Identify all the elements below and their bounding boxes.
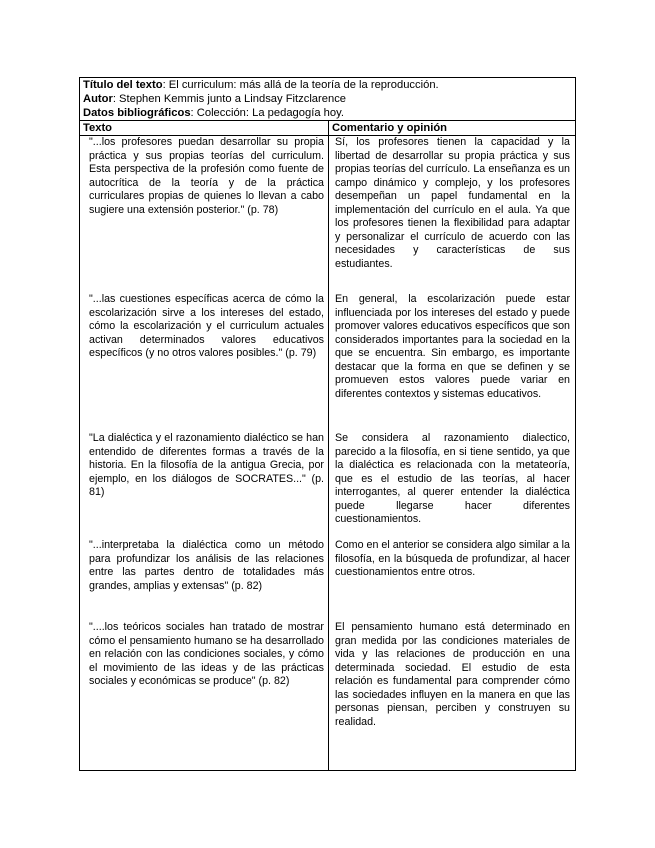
table-body xyxy=(80,135,575,770)
comentario-cell-3: Se considera al razonamiento dialectico, parecido a la filosofía, en si tiene sentido, ya que la dialéctica es relacionada con la metateoría, que es el estudio de las teorías, al hacer interrogantes, al querer entender la dialéctica puede llegarse hacer diferentes cuestionamientos. xyxy=(335,432,570,525)
title-label: Título del texto xyxy=(83,79,163,91)
title-line xyxy=(83,78,572,92)
biblio-value: : Colección: La pedagogía hoy. xyxy=(190,107,344,119)
author-line xyxy=(83,92,572,106)
comentario-cell-4: Como en el anterior se considera algo similar a la filosofía, en la búsqueda de profundizar, al hacer cuestionamientos entre otros. xyxy=(335,539,570,578)
biblio-line xyxy=(83,106,572,120)
texto-cell-3: "La dialéctica y el razonamiento dialéctico se han entendido de diferentes formas a través de la historia. En la filosofía de la antigua Grecia, por ejemplo, en los diálogos de SOCRATES..." (p. 81) xyxy=(89,432,324,498)
texto-cell-4: "...interpretaba la dialéctica como un método para profundizar los análisis de las relaciones entre las partes dentro de totalidades más grandes, amplias y extensas" (p. 82) xyxy=(89,539,324,592)
comentario-cell-2: En general, la escolarización puede estar influenciada por los intereses del estado y puede promover valores educativos específicos que son considerados importantes para la sociedad en la que se encuentra. Sin embargo, es importante destacar que la forma en que se definen y se promueven estos valores puede variar en diferentes contextos y sistemas educativos. xyxy=(335,293,570,400)
title-value: : El curriculum: más allá de la teoría de la reproducción. xyxy=(162,79,439,91)
table-header xyxy=(80,121,575,136)
comentario-cell-5: El pensamiento humano está determinado en gran medida por las condiciones materiales de vida y las relaciones de producción en una determinada sociedad. El estudio de esta relación es fundamental para comprender cómo las sociedades influyen en la manera en que las personas piensan, perciben y construyen su realidad. xyxy=(335,621,570,728)
texto-cell-5: "....los teóricos sociales han tratado de mostrar cómo el pensamiento humano se ha desarrollado en relación con las condiciones sociales, y cómo el movimiento de las ideas y de las prácticas sociales y económicas se produce" (p. 82) xyxy=(89,621,324,687)
header-texto: Texto xyxy=(80,121,329,135)
author-label: Autor xyxy=(83,93,113,105)
header-comentario: Comentario y opinión xyxy=(332,122,447,134)
document-table xyxy=(79,77,576,771)
comentario-cell-1: Sí, los profesores tienen la capacidad y la libertad de desarrollar su propia práctica y sus propias teorías del currículo. La enseñanza es un campo dinámico y complejo, y los profesores desempeñan un papel fundamental en la implementación del currículo en el aula. Ya que los profesores tienen la flexibilidad para adaptar y personalizar el currículo de acuerdo con las necesidades y características de sus estudiantes. xyxy=(335,136,570,270)
column-comentario xyxy=(329,135,575,770)
metadata-block xyxy=(80,78,575,121)
author-value: : Stephen Kemmis junto a Lindsay Fitzclarence xyxy=(112,93,347,105)
biblio-label: Datos bibliográficos xyxy=(83,107,191,119)
texto-cell-1: "...los profesores puedan desarrollar su propia práctica y sus propias teorías del curriculum. Esta perspectiva de la profesión como fuente de autocrítica de la teoría y de la práctica curriculares propias de quienes lo llevan a cabo sugiere una extensión posterior." (p. 78) xyxy=(89,136,324,216)
column-texto xyxy=(80,135,329,770)
texto-cell-2: "...las cuestiones específicas acerca de cómo la escolarización sirve a los intereses del estado, cómo la escolarización y el curriculum actuales activan determinados valores educativos específicos (y no otros valores posibles." (p. 79) xyxy=(89,293,324,359)
